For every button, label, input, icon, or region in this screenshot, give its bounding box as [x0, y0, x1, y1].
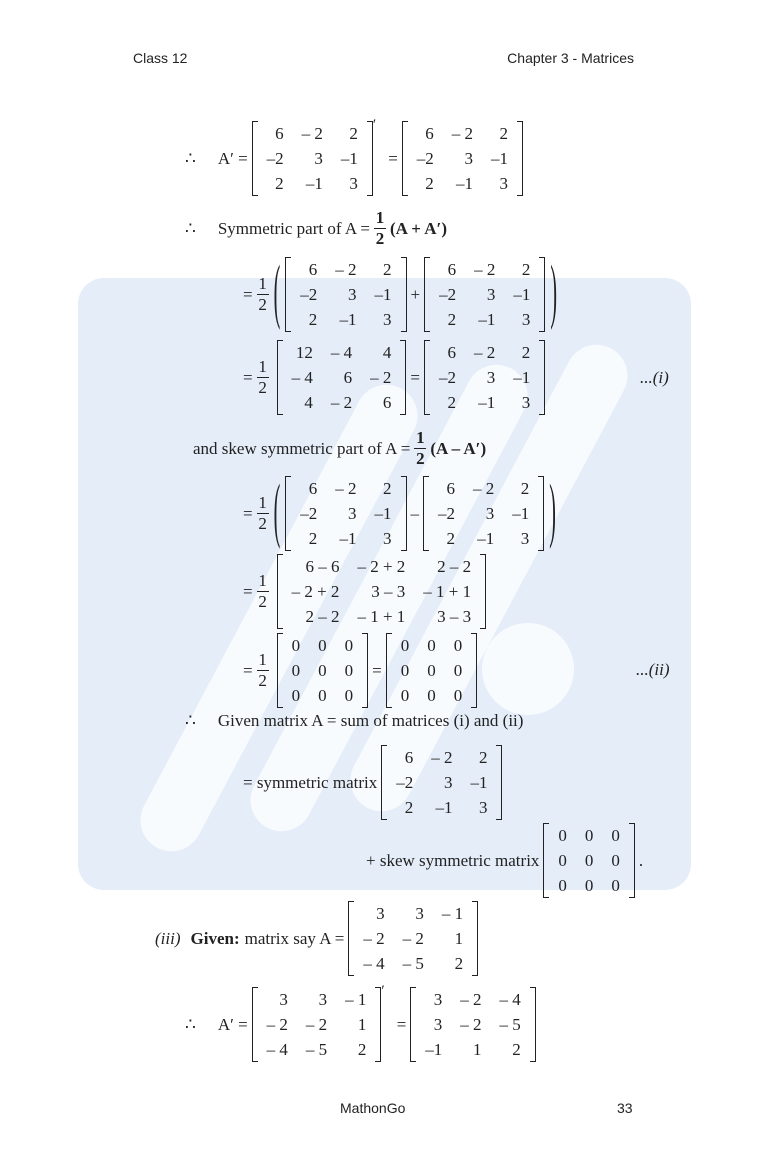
- matrix-cell: – 1 + 1: [423, 582, 472, 601]
- matrix-cell: –1: [512, 504, 530, 523]
- matrix-cell: – 2: [335, 260, 357, 279]
- matrix-cell: – 2: [330, 393, 353, 412]
- matrix-cell: 2 – 2: [437, 557, 472, 576]
- matrix-cell: 3 – 3: [437, 607, 472, 626]
- matrix-cell: 3: [499, 174, 509, 193]
- matrix-cell: 3: [464, 149, 474, 168]
- period: .: [638, 850, 644, 870]
- right-bracket: [480, 554, 486, 629]
- denominator: 2: [258, 671, 267, 690]
- fraction-half: [374, 208, 386, 249]
- equals: =: [410, 367, 420, 387]
- numerator: 1: [258, 650, 267, 669]
- matrix-cell: 2 – 2: [305, 607, 340, 626]
- matrix-cell: 3: [314, 149, 323, 168]
- matrix-cell: – 2: [402, 929, 424, 948]
- matrix-cell: 6: [446, 479, 456, 498]
- left-bracket: [285, 476, 291, 551]
- matrix-cell: – 2: [431, 748, 453, 767]
- left-bracket: [285, 257, 291, 332]
- matrix-cell: 0: [584, 876, 594, 895]
- numerator: 1: [258, 571, 267, 590]
- matrix-cell: – 4: [363, 954, 385, 973]
- matrix-cell: – 4: [330, 343, 353, 362]
- therefore-symbol: ∴: [185, 711, 196, 730]
- matrix-cell: 0: [584, 851, 594, 870]
- matrix-cell: 2: [357, 1040, 367, 1059]
- matrix-cell: 2: [404, 798, 414, 817]
- right-bracket: [629, 823, 635, 898]
- matrix-cell: –1: [425, 1040, 443, 1059]
- matrix-cell: 3: [348, 504, 357, 523]
- part-iii-line: [155, 901, 482, 976]
- matrix-symmetric: [381, 745, 502, 820]
- matrix-cell: – 1: [441, 904, 464, 923]
- right-bracket: [538, 476, 544, 551]
- matrix-cell: 0: [453, 636, 463, 655]
- denominator: 2: [258, 295, 267, 314]
- matrix-cell: 2: [349, 124, 358, 143]
- matrix-b: [348, 901, 478, 976]
- right-bracket: [400, 340, 406, 415]
- skew-matrix-line: [366, 823, 643, 898]
- matrix-cell: 0: [318, 661, 327, 680]
- matrix-cell: –1: [435, 798, 453, 817]
- matrix-cell: 3: [521, 310, 531, 329]
- denominator: 2: [258, 514, 267, 533]
- footer-page: 33: [617, 1100, 633, 1116]
- matrix-a: [252, 121, 373, 196]
- matrix-cell: 3: [349, 174, 358, 193]
- matrix-cell: 0: [611, 826, 620, 845]
- matrix-cell: –2: [439, 285, 457, 304]
- equation-label-ii: ...(ii): [636, 660, 670, 679]
- matrix-cell: 3 – 3: [371, 582, 406, 601]
- numerator: 1: [258, 274, 267, 293]
- matrix-cell: –1: [339, 310, 357, 329]
- symmetric-result-line: [243, 340, 549, 415]
- equals: =: [243, 581, 253, 601]
- skew-expr: (A – A′): [430, 438, 487, 458]
- matrix-a-transpose: [402, 121, 523, 196]
- matrix-cell: –2: [438, 504, 456, 523]
- matrix-cell: 2: [499, 124, 509, 143]
- matrix-cell: 12: [295, 343, 313, 362]
- matrix-cell: –1: [340, 149, 358, 168]
- matrix-cell: –2: [416, 149, 434, 168]
- matrix-zero: [277, 633, 369, 708]
- matrix-cell: 2: [383, 260, 392, 279]
- matrix-sum: [277, 340, 407, 415]
- matrix-cell: –2: [300, 285, 318, 304]
- matrix-cell: 2: [425, 174, 434, 193]
- matrix-cell: 2: [308, 529, 318, 548]
- matrix-cell: 0: [427, 661, 436, 680]
- matrix-symmetric: [424, 340, 545, 415]
- given-sum-line: [185, 711, 523, 731]
- matrix-cell: –1: [305, 174, 323, 193]
- left-paren: (: [273, 472, 281, 552]
- left-bracket: [252, 987, 258, 1062]
- matrix-cell: 0: [400, 686, 410, 705]
- matrix-cell: 2: [446, 529, 456, 548]
- skew-label: and skew symmetric part of A =: [193, 438, 411, 458]
- matrix-cell: 0: [453, 686, 463, 705]
- matrix-zero: [386, 633, 478, 708]
- skew-matrix-label: + skew symmetric matrix: [366, 850, 540, 870]
- matrix-cell: 2: [383, 479, 392, 498]
- matrix-cell: 0: [400, 636, 410, 655]
- right-bracket: [530, 987, 536, 1062]
- matrix-cell: 3: [486, 285, 496, 304]
- minus: –: [410, 503, 420, 523]
- matrix-cell: – 2: [451, 124, 474, 143]
- matrix-cell: 3: [486, 368, 496, 387]
- matrix-cell: 3: [383, 310, 392, 329]
- matrix-cell: 4: [382, 343, 392, 362]
- matrix-cell: – 2: [301, 124, 323, 143]
- fraction-half: [257, 650, 269, 691]
- matrix-cell: –1: [491, 149, 509, 168]
- denominator: 2: [258, 378, 267, 397]
- left-bracket: [543, 823, 549, 898]
- matrix-cell: –2: [300, 504, 318, 523]
- header-class: Class 12: [133, 50, 188, 66]
- matrix-cell: 3: [521, 393, 531, 412]
- matrix-cell: 0: [584, 826, 594, 845]
- matrix-cell: – 2: [460, 1015, 482, 1034]
- skew-diff-line: [243, 472, 557, 552]
- matrix-cell: – 2: [363, 929, 385, 948]
- matrix-cell: 6: [447, 260, 457, 279]
- equals: =: [243, 367, 253, 387]
- matrix-cell: 0: [453, 661, 463, 680]
- matrix-cell: –1: [374, 504, 392, 523]
- fraction-half: [257, 274, 269, 315]
- matrix-cell: 0: [344, 686, 354, 705]
- matrix-cell: –1: [470, 773, 488, 792]
- matrix-b-transpose: [410, 987, 536, 1062]
- matrix-cell: – 2: [473, 343, 496, 362]
- matrix-cell: 6: [382, 393, 392, 412]
- matrix-cell: –1: [456, 174, 474, 193]
- left-bracket: [410, 987, 416, 1062]
- matrix-cell: 2: [447, 310, 457, 329]
- matrix-cell: 2: [520, 479, 530, 498]
- matrix-cell: 3: [433, 1015, 443, 1034]
- equals: =: [388, 148, 398, 168]
- watermark-dot: [482, 623, 574, 715]
- left-bracket: [424, 257, 430, 332]
- matrix-cell: 1: [357, 1015, 367, 1034]
- matrix-cell: – 2: [305, 1015, 328, 1034]
- matrix-cell: 6: [343, 368, 353, 387]
- matrix-cell: 0: [611, 876, 620, 895]
- matrix-cell: –1: [374, 285, 392, 304]
- right-paren: ): [550, 253, 558, 333]
- matrix-difference: [277, 554, 487, 629]
- plus: +: [410, 284, 421, 304]
- right-paren: ): [549, 472, 556, 552]
- left-bracket: [348, 901, 354, 976]
- matrix-cell: 2: [454, 954, 464, 973]
- right-bracket: [375, 987, 381, 1062]
- matrix-cell: – 1: [345, 990, 367, 1009]
- skew-expanded-line: [243, 554, 490, 629]
- b-prime-line: [185, 983, 540, 1062]
- matrix-cell: –1: [339, 529, 357, 548]
- matrix-cell: 6: [425, 124, 434, 143]
- matrix-cell: 3: [433, 990, 443, 1009]
- matrix-cell: 3: [279, 990, 288, 1009]
- matrix-cell: 2: [308, 310, 318, 329]
- matrix-cell: 0: [291, 686, 301, 705]
- right-bracket: [539, 340, 545, 415]
- matrix-cell: 3: [443, 773, 453, 792]
- matrix-cell: – 2: [460, 990, 482, 1009]
- matrix-cell: 3: [415, 904, 424, 923]
- matrix-a: [285, 257, 406, 332]
- matrix-skew: [543, 823, 635, 898]
- equals: =: [243, 503, 253, 523]
- therefore-symbol: ∴: [185, 148, 196, 168]
- matrix-cell: 6: [308, 479, 318, 498]
- matrix-cell: – 4: [266, 1040, 288, 1059]
- matrix-cell: – 2: [370, 368, 392, 387]
- right-bracket: [362, 633, 368, 708]
- symmetric-expr: (A + A′): [390, 218, 447, 238]
- matrix-cell: – 2: [473, 479, 495, 498]
- matrix-cell: 0: [558, 826, 567, 845]
- matrix-cell: 3: [376, 904, 385, 923]
- matrix-cell: –1: [513, 368, 531, 387]
- matrix-cell: – 2: [474, 260, 496, 279]
- fraction-half: [257, 357, 269, 398]
- matrix-b: [252, 987, 382, 1062]
- transpose-mark: ′: [381, 983, 385, 999]
- right-bracket: [401, 257, 407, 332]
- left-bracket: [423, 476, 429, 551]
- matrix-cell: 0: [291, 661, 301, 680]
- matrix-cell: –1: [478, 393, 496, 412]
- matrix-a: [285, 476, 406, 551]
- matrix-cell: 4: [304, 393, 313, 412]
- a-prime-label: A′ =: [217, 1014, 248, 1034]
- numerator: 1: [258, 493, 267, 512]
- matrix-cell: 2: [521, 260, 531, 279]
- a-prime-label: A′ =: [217, 148, 248, 168]
- matrix-cell: 2: [447, 393, 456, 412]
- matrix-cell: – 4: [291, 368, 313, 387]
- matrix-cell: 3: [478, 798, 488, 817]
- matrix-cell: 6: [404, 748, 414, 767]
- matrix-cell: – 5: [305, 1040, 328, 1059]
- matrix-cell: – 1 + 1: [357, 607, 406, 626]
- right-bracket: [539, 257, 545, 332]
- numerator: 1: [416, 428, 425, 447]
- right-bracket: [471, 633, 477, 708]
- matrix-cell: 0: [318, 636, 327, 655]
- matrix-a-transpose: [424, 257, 545, 332]
- fraction-half: [257, 493, 269, 534]
- equals: =: [243, 284, 253, 304]
- fraction-half: [257, 571, 269, 612]
- matrix-cell: 0: [318, 686, 327, 705]
- matrix-cell: 1: [473, 1040, 482, 1059]
- matrix-cell: – 2 + 2: [357, 557, 406, 576]
- left-bracket: [381, 745, 387, 820]
- symmetric-matrix-line: [243, 745, 506, 820]
- footer-brand: MathonGo: [340, 1100, 406, 1116]
- matrix-cell: 3: [485, 504, 495, 523]
- denominator: 2: [375, 229, 385, 248]
- matrix-cell: 0: [344, 636, 354, 655]
- right-bracket: [517, 121, 523, 196]
- given-sum-text: Given matrix A = sum of matrices (i) and (ii): [217, 711, 524, 730]
- matrix-cell: 0: [291, 636, 301, 655]
- therefore-symbol: ∴: [185, 218, 196, 238]
- right-bracket: [472, 901, 478, 976]
- right-bracket: [401, 476, 407, 551]
- given-text: matrix say A =: [244, 928, 345, 948]
- matrix-cell: – 5: [499, 1015, 521, 1034]
- header-chapter: Chapter 3 - Matrices: [507, 50, 634, 66]
- left-bracket: [402, 121, 408, 196]
- left-bracket: [277, 340, 283, 415]
- symmetric-matrix-label: = symmetric matrix: [243, 772, 378, 792]
- matrix-cell: –1: [513, 285, 531, 304]
- matrix-cell: 6: [308, 260, 318, 279]
- matrix-a-transpose: [423, 476, 544, 551]
- matrix-cell: 3: [348, 285, 357, 304]
- matrix-cell: 2: [512, 1040, 521, 1059]
- matrix-cell: 0: [427, 636, 436, 655]
- left-bracket: [386, 633, 392, 708]
- matrix-cell: – 2 + 2: [291, 582, 340, 601]
- left-bracket: [424, 340, 430, 415]
- matrix-cell: 0: [400, 661, 410, 680]
- matrix-cell: 3: [383, 529, 392, 548]
- matrix-cell: –1: [478, 310, 496, 329]
- matrix-cell: 2: [275, 174, 284, 193]
- matrix-cell: 3: [520, 529, 530, 548]
- matrix-cell: –1: [477, 529, 495, 548]
- matrix-cell: 0: [558, 876, 567, 895]
- matrix-cell: 0: [344, 661, 354, 680]
- matrix-cell: – 2: [335, 479, 357, 498]
- matrix-cell: – 4: [499, 990, 521, 1009]
- left-bracket: [277, 554, 283, 629]
- matrix-cell: 2: [478, 748, 488, 767]
- left-bracket: [252, 121, 258, 196]
- matrix-cell: 6: [447, 343, 456, 362]
- matrix-cell: 1: [454, 929, 464, 948]
- matrix-cell: –2: [396, 773, 414, 792]
- skew-result-line: [243, 633, 481, 708]
- symmetric-sum-line: [243, 253, 558, 333]
- skew-part-line: [193, 428, 486, 469]
- matrix-cell: 0: [427, 686, 436, 705]
- matrix-cell: 6 – 6: [305, 557, 340, 576]
- symmetric-label: Symmetric part of A =: [217, 218, 371, 238]
- matrix-cell: –2: [438, 368, 456, 387]
- fraction-half: [414, 428, 426, 469]
- matrix-cell: – 5: [402, 954, 424, 973]
- matrix-cell: – 2: [266, 1015, 288, 1034]
- therefore-symbol: ∴: [185, 1014, 196, 1034]
- denominator: 2: [416, 449, 425, 468]
- part-label: (iii): [155, 928, 181, 948]
- equation-label-i: ...(i): [640, 368, 669, 387]
- left-bracket: [277, 633, 283, 708]
- matrix-cell: 0: [611, 851, 620, 870]
- equals: =: [396, 1014, 407, 1034]
- matrix-cell: 2: [521, 343, 531, 362]
- numerator: 1: [258, 357, 267, 376]
- equals: =: [243, 660, 253, 680]
- right-bracket: [367, 121, 373, 196]
- matrix-cell: 6: [275, 124, 284, 143]
- given-label: Given:: [190, 928, 240, 948]
- symmetric-part-line: [185, 208, 447, 249]
- equals: =: [372, 660, 382, 680]
- left-paren: (: [273, 253, 281, 333]
- matrix-cell: 0: [558, 851, 567, 870]
- denominator: 2: [258, 592, 267, 611]
- matrix-cell: –2: [266, 149, 284, 168]
- numerator: 1: [375, 208, 385, 227]
- matrix-cell: 3: [318, 990, 328, 1009]
- a-prime-line: [185, 117, 527, 196]
- right-bracket: [496, 745, 502, 820]
- transpose-mark: ′: [372, 117, 377, 133]
